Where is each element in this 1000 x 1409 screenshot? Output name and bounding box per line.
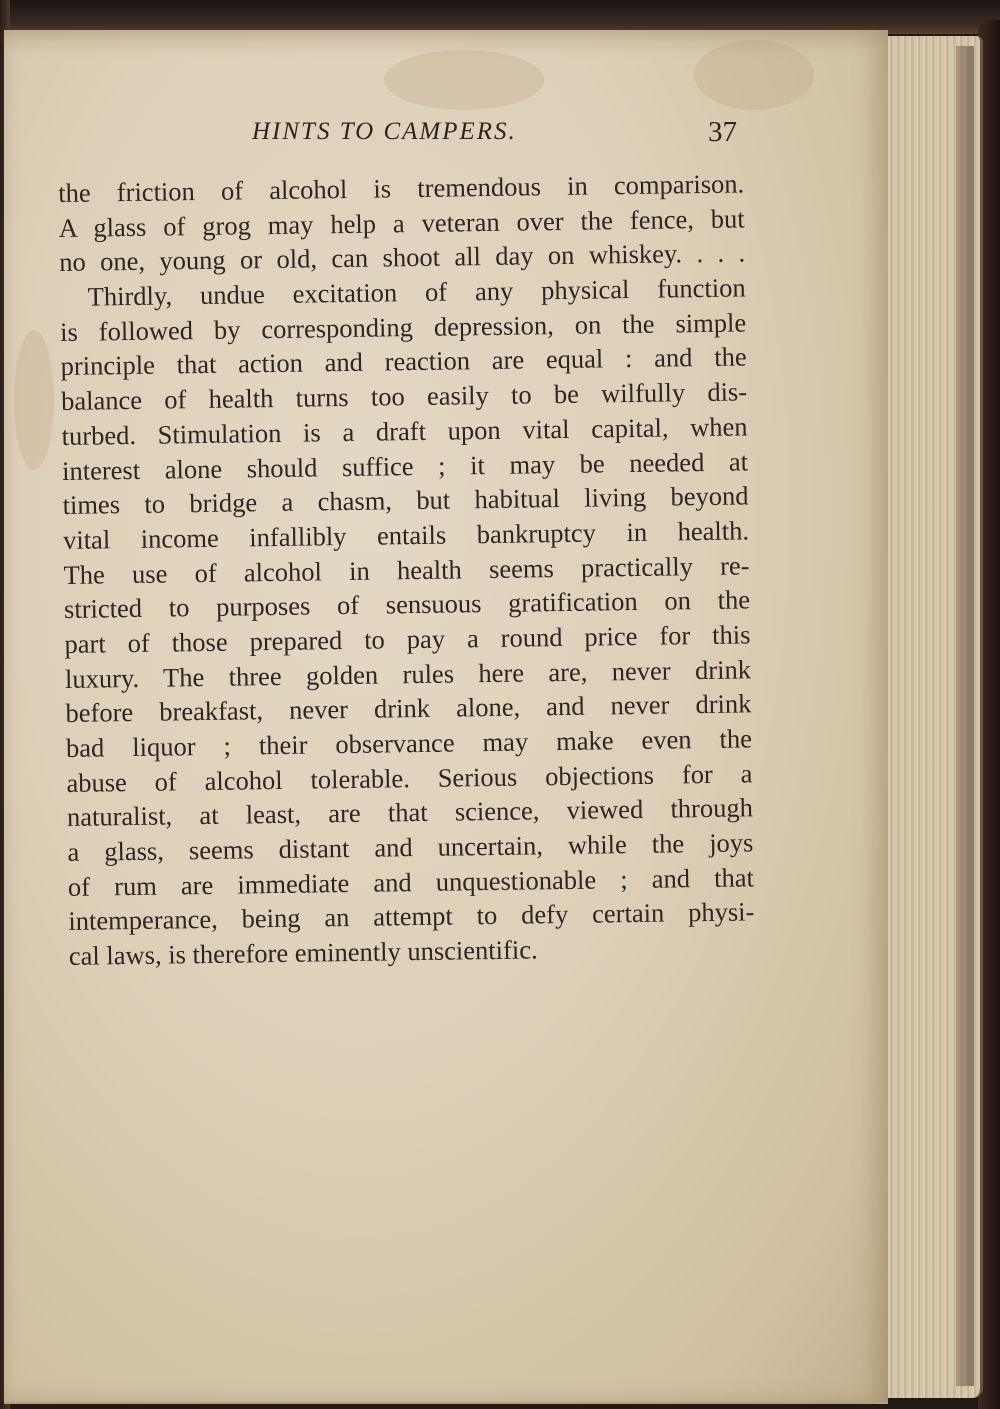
page-block-edges <box>872 36 983 1398</box>
text-line: before breakfast, never drink alone, and never drink <box>65 688 752 729</box>
text-line-paragraph-start: Thirdly, undue excitation of any physical function <box>87 272 746 312</box>
body-text <box>58 166 755 973</box>
text-line: vital income infallibly entails bankruptcy in health. <box>62 515 750 555</box>
paper-stain <box>384 50 544 110</box>
text-line: principle that action and reaction are equal : and the <box>60 341 747 382</box>
text-line: A glass of grog may help a veteran over the fence, but <box>58 203 745 243</box>
book-cover-top-edge <box>0 0 1000 34</box>
text-line: stricted to purposes of sensuous gratification on the <box>63 584 751 625</box>
text-line: The use of alcohol in health seems practically re- <box>63 549 750 590</box>
text-line: intemperance, being an attempt to defy certain physi- <box>68 896 755 937</box>
text-line: bad liquor ; their observance may make even the <box>65 723 753 763</box>
running-head-title: HINTS TO CAMPERS. <box>252 118 517 145</box>
text-line: no one, young or old, can shoot all day on whiskey. . . . <box>58 237 746 278</box>
paper-stain <box>14 330 54 470</box>
text-line: balance of health turns too easily to be wilfully dis- <box>60 376 748 417</box>
text-line-paragraph-end: cal laws, is therefore eminently unscientific. <box>68 934 538 972</box>
running-head <box>245 118 745 154</box>
text-line: the friction of alcohol is tremendous in comparison. <box>58 168 745 208</box>
text-line: of rum are immediate and unquestionable ; and that <box>67 862 755 902</box>
text-line: interest alone should suffice ; it may be needed at <box>61 445 749 486</box>
text-line: naturalist, at least, are that science, viewed through <box>66 792 754 833</box>
page-number: 37 <box>708 116 737 148</box>
text-line: abuse of alcohol tolerable. Serious objections for a <box>66 758 753 798</box>
text-line: luxury. The three golden rules here are, never drink <box>64 653 752 694</box>
text-line: turbed. Stimulation is a draft upon vital capital, when <box>61 411 748 451</box>
paper-stain <box>694 40 814 110</box>
text-line: is followed by corresponding depression, on the simple <box>59 307 747 347</box>
text-line: times to bridge a chasm, but habitual living beyond <box>62 480 749 521</box>
text-line: part of those prepared to pay a round price for this <box>64 619 751 659</box>
text-line: a glass, seems distant and uncertain, while the joys <box>67 827 754 867</box>
